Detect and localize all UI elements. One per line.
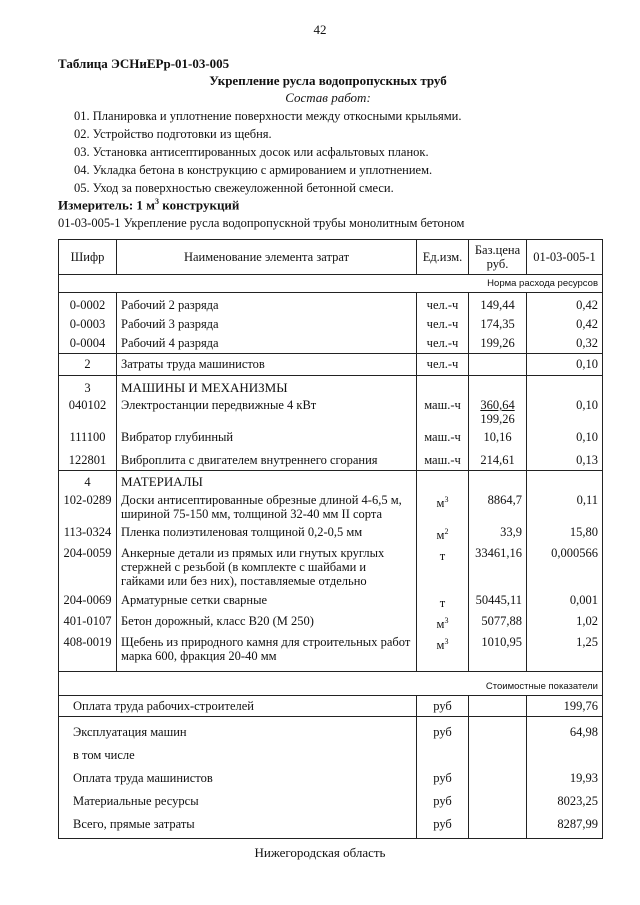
- row-name: Электростанции передвижные 4 кВт: [117, 395, 417, 426]
- section-row-machines: [59, 376, 603, 396]
- row-unit: [417, 521, 469, 542]
- row-norm: 0,32: [527, 331, 603, 354]
- row-norm: 1,25: [527, 631, 603, 672]
- row-price: 149,44: [469, 293, 527, 313]
- row-norm: 0,001: [527, 588, 603, 610]
- row-unit: [417, 489, 469, 521]
- item-line: 01-03-005-1 Укрепление русла водопропускной трубы монолитным бетоном: [58, 216, 465, 230]
- section-code: 3: [59, 376, 117, 396]
- table-row: [59, 444, 603, 471]
- row-name: Доски антисептированные обрезные длиной 4-6,5 м, шириной 75-150 мм, толщиной 32-40 мм II сорта: [117, 489, 417, 521]
- work-item: 01. Планировка и уплотнение поверхности между откосными крыльями.: [74, 109, 462, 123]
- unit-base: т: [439, 549, 446, 564]
- row-unit: [417, 588, 469, 610]
- table-title: Укрепление русла водопропускных труб: [209, 73, 447, 88]
- unit-sup: 2: [444, 527, 449, 536]
- machinist-row: [59, 354, 603, 376]
- row-norm: 0,10: [527, 395, 603, 426]
- cost-row: [59, 785, 603, 808]
- row-code: 102-0289: [59, 489, 117, 521]
- page-number: 42: [313, 22, 327, 37]
- table-row: [59, 588, 603, 610]
- row-code: 0-0003: [59, 312, 117, 331]
- cost-unit: руб: [417, 808, 469, 839]
- cost-name: Оплата труда машинистов: [59, 762, 417, 785]
- cost-row: [59, 762, 603, 785]
- measurer-suffix: конструкций: [159, 197, 240, 213]
- table-row: [59, 293, 603, 313]
- row-unit: [417, 610, 469, 631]
- work-item: 05. Уход за поверхностью свежеуложенной бетонной смеси.: [74, 181, 394, 195]
- table-code: Таблица ЭСНиЕРр-01-03-005: [58, 56, 230, 71]
- unit-base: т: [439, 596, 446, 611]
- table-row: [59, 395, 603, 426]
- cost-unit: [417, 739, 469, 762]
- row-price: 174,35: [469, 312, 527, 331]
- cost-name: Эксплуатация машин: [59, 717, 417, 740]
- cost-value: 199,76: [527, 696, 603, 717]
- row-unit: [417, 631, 469, 672]
- norm-caption-row: [59, 275, 603, 293]
- table-row: [59, 489, 603, 521]
- unit-sup: 3: [444, 637, 449, 647]
- table-row: [59, 312, 603, 331]
- header-price: Баз.цена руб.: [469, 240, 527, 275]
- cost-value: 19,93: [527, 762, 603, 785]
- row-name: Затраты труда машинистов: [117, 354, 417, 376]
- works-title: Состав работ:: [285, 90, 371, 105]
- row-name: Рабочий 4 разряда: [117, 331, 417, 354]
- row-norm: 0,42: [527, 312, 603, 331]
- row-code: 408-0019: [59, 631, 117, 672]
- row-price: 33461,16: [469, 542, 527, 588]
- row-price: 5077,88: [469, 610, 527, 631]
- row-price: 10,16: [469, 426, 527, 444]
- footer-region: Нижегородская область: [254, 845, 386, 860]
- header-code: Шифр: [59, 240, 117, 275]
- row-code: 0-0004: [59, 331, 117, 354]
- row-code: 111100: [59, 426, 117, 444]
- cost-row: [59, 717, 603, 740]
- unit-base: м: [436, 638, 445, 653]
- cost-value: 8287,99: [527, 808, 603, 839]
- cost-value: 64,98: [527, 717, 603, 740]
- section-row-materials: [59, 471, 603, 490]
- cost-value: 8023,25: [527, 785, 603, 808]
- work-item: 04. Укладка бетона в конструкцию с армированием и уплотнением.: [74, 163, 433, 177]
- cost-name: Всего, прямые затраты: [59, 808, 417, 839]
- row-price: 33,9: [469, 521, 527, 542]
- cost-row: [59, 696, 603, 717]
- row-norm: 0,11: [527, 489, 603, 521]
- row-name: Пленка полиэтиленовая толщиной 0,2-0,5 мм: [117, 521, 417, 542]
- unit-base: м: [436, 528, 445, 543]
- row-price: 1010,95: [469, 631, 527, 672]
- table-row: [59, 631, 603, 672]
- row-unit: [417, 542, 469, 588]
- cost-caption-row: [59, 672, 603, 696]
- cost-name: Материальные ресурсы: [59, 785, 417, 808]
- row-name: Арматурные сетки сварные: [117, 588, 417, 610]
- row-unit: маш.-ч: [417, 426, 469, 444]
- row-code: 204-0059: [59, 542, 117, 588]
- table-row: [59, 542, 603, 588]
- row-name: Рабочий 2 разряда: [117, 293, 417, 313]
- row-price: 8864,7: [469, 489, 527, 521]
- row-name: Бетон дорожный, класс В20 (М 250): [117, 610, 417, 631]
- work-item: 02. Устройство подготовки из щебня.: [74, 127, 272, 141]
- row-code: 040102: [59, 395, 117, 426]
- section-title: МАШИНЫ И МЕХАНИЗМЫ: [117, 376, 417, 396]
- header-name: Наименование элемента затрат: [117, 240, 417, 275]
- norms-table: [58, 239, 603, 839]
- row-norm: 15,80: [527, 521, 603, 542]
- row-unit: чел.-ч: [417, 293, 469, 313]
- row-name: Анкерные детали из прямых или гнутых круглых стержней с резьбой (в комплекте с шайбами и гайками или без них), поставляемые отдельно: [117, 542, 417, 588]
- row-norm: 0,000566: [527, 542, 603, 588]
- unit-base: м: [436, 496, 445, 511]
- measurer-prefix: Измеритель: 1 м: [58, 197, 156, 213]
- row-unit: маш.-ч: [417, 395, 469, 426]
- cost-name: в том числе: [59, 739, 417, 762]
- row-name: Виброплита с двигателем внутреннего сгорания: [117, 444, 417, 471]
- cost-unit: руб: [417, 696, 469, 717]
- row-code: 204-0069: [59, 588, 117, 610]
- unit-base: м: [436, 617, 445, 632]
- cost-unit: руб: [417, 762, 469, 785]
- row-name: Щебень из природного камня для строительных работ марка 600, фракция 20-40 мм: [117, 631, 417, 672]
- measurer-sup: 3: [155, 197, 160, 206]
- row-unit: маш.-ч: [417, 444, 469, 471]
- section-title: МАТЕРИАЛЫ: [117, 471, 417, 490]
- cost-caption: Стоимостные показатели: [59, 672, 603, 696]
- cost-name: Оплата труда рабочих-строителей: [59, 696, 417, 717]
- cost-value: [527, 739, 603, 762]
- table-row: [59, 521, 603, 542]
- cost-row: [59, 739, 603, 762]
- row-name: Рабочий 3 разряда: [117, 312, 417, 331]
- work-item: 03. Установка антисептированных досок или асфальтовых планок.: [74, 145, 429, 159]
- measurer: [58, 197, 239, 213]
- norm-caption: Норма расхода ресурсов: [59, 275, 603, 293]
- row-price: 199,26: [469, 331, 527, 354]
- row-unit: чел.-ч: [417, 312, 469, 331]
- row-code: 401-0107: [59, 610, 117, 631]
- cost-unit: руб: [417, 785, 469, 808]
- row-price: [469, 395, 527, 426]
- row-price: 50445,11: [469, 588, 527, 610]
- row-price-main: 360,64: [480, 398, 515, 412]
- unit-sup: 3: [444, 616, 449, 626]
- row-name: Вибратор глубинный: [117, 426, 417, 444]
- table-header-row: [59, 240, 603, 275]
- row-price: [469, 354, 527, 376]
- row-norm: 1,02: [527, 610, 603, 631]
- row-norm: 0,13: [527, 444, 603, 471]
- row-unit: чел.-ч: [417, 354, 469, 376]
- row-code: 0-0002: [59, 293, 117, 313]
- header-unit: Ед.изм.: [417, 240, 469, 275]
- cost-row: [59, 808, 603, 839]
- row-norm: 0,10: [527, 354, 603, 376]
- cost-unit: руб: [417, 717, 469, 740]
- row-price: 214,61: [469, 444, 527, 471]
- unit-sup: 3: [444, 495, 449, 504]
- row-norm: 0,10: [527, 426, 603, 444]
- header-norm: 01-03-005-1: [527, 240, 603, 275]
- row-price-second: 199,26: [480, 412, 515, 426]
- section-code: 4: [59, 471, 117, 490]
- row-unit: чел.-ч: [417, 331, 469, 354]
- row-norm: 0,42: [527, 293, 603, 313]
- table-row: [59, 426, 603, 444]
- table-row: [59, 331, 603, 354]
- row-code: 113-0324: [59, 521, 117, 542]
- row-code: 2: [59, 354, 117, 376]
- row-code: 122801: [59, 444, 117, 471]
- table-row: [59, 610, 603, 631]
